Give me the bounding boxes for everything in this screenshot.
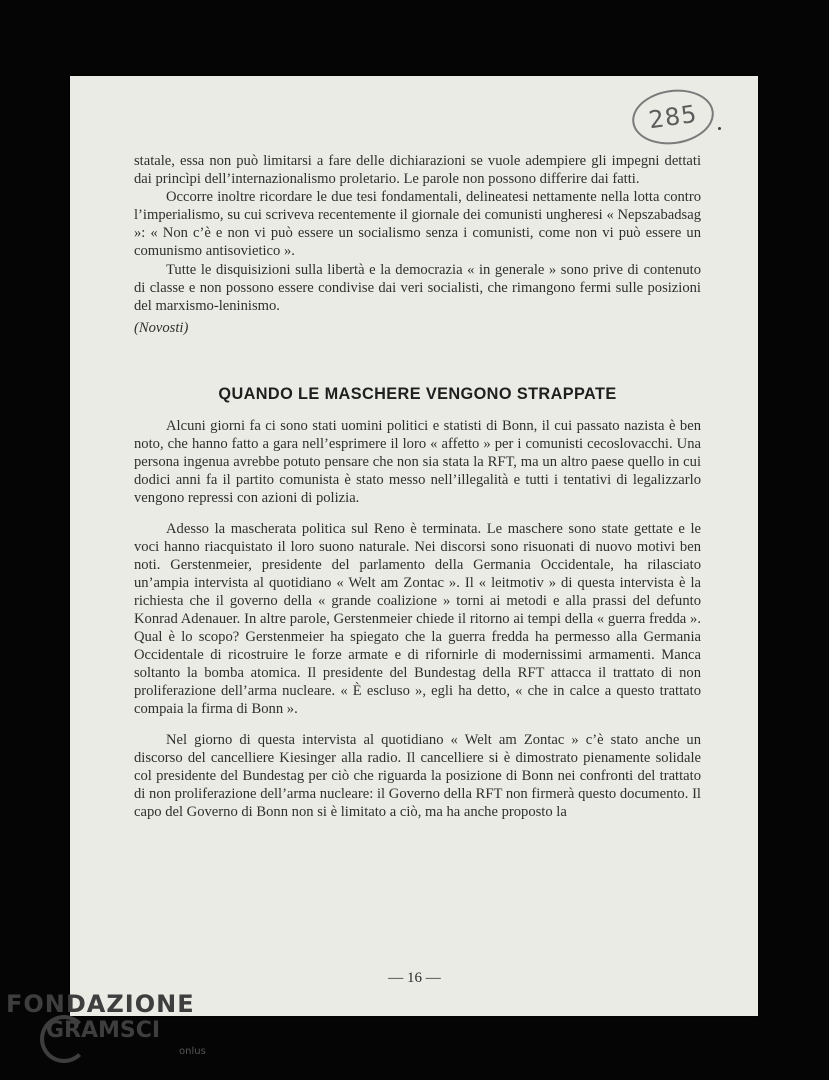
fondazione-gramsci-logo: [6, 990, 206, 1057]
logo-line-1: FONDAZIONE: [6, 990, 195, 1018]
paragraph: Adesso la mascherata politica sul Reno è terminata. Le maschere sono state gettate e le voci hanno riacquistato il loro suono naturale. Nei discorsi sono risuonati di nuovo motivi ben noti. Gerstenmeier, presidente del parlamento della Germania Occidentale, ha rilasciato un’ampia intervista al quotidiano « Welt am Zontac ». Il « leitmotiv » di questa intervista è la richiesta che il governo della « grande coalizione » torni ai metodi e alla prassi del defunto Konrad Adenauer. In altre parole, Gerstenmeier chiede il ritorno ai tempi della « guerra fredda ». Qual è lo scopo? Gerstenmeier ha spiegato che la guerra fredda ha permesso alla Germania Occidentale di ricostruire le forze armate e di rifornirle di modernissimi armamenti. Manca soltanto la bomba atomica. Il presidente del Bundestag della RFT attacca il trattato di non proliferazione dell’arma nucleare. « È escluso », egli ha detto, « che in calce a questo trattato compaia la firma di Bonn ».: [134, 520, 701, 718]
paragraph: Tutte le disquisizioni sulla libertà e la democrazia « in generale » sono prive di contenuto di classe e non possono essere condivise dai veri socialisti, che rimangono fermi sulle posizioni del marxismo-leninismo.: [134, 261, 701, 314]
logo-line-3: onlus: [179, 1046, 206, 1057]
document-text: [134, 152, 701, 821]
logo-line-2: GRAMSCI: [46, 1018, 161, 1043]
handwritten-archive-number: 285: [629, 85, 718, 150]
paragraph: Alcuni giorni fa ci sono stati uomini politici e statisti di Bonn, il cui passato nazista è ben noto, che hanno fatto a gara nell’esprimere il loro « affetto » per i comunisti cecoslovacchi. Una persona ingenua avrebbe potuto pensare che non sia stata la RFT, ma un altro paese quello in cui dodici anni fa il partito comunista è stato messo nell’illegalità e tutti i tentativi di legalizzarlo vengono repressi con azioni di polizia.: [134, 418, 701, 507]
paragraph: Nel giorno di questa intervista al quotidiano « Welt am Zontac » c’è stato anche un discorso del cancelliere Kiesinger alla radio. Il cancelliere si è dimostrato pienamente solidale col presidente del Bundestag per ciò che riguarda la posizione di Bonn nei confronti del trattato di non proliferazione dell’arma nucleare: il Governo della RFT non firmerà questo documento. Il capo del Governo di Bonn non si è limitato a ciò, ma ha anche proposto la: [134, 731, 701, 820]
source-note: (Novosti): [134, 319, 189, 336]
paragraph: Occorre inoltre ricordare le due tesi fondamentali, delineatesi nettamente nella lotta contro l’imperialismo, su cui scriveva recentemente il giornale dei comunisti ungheresi « Nepszabadsag »: « Non c’è e non vi può essere un socialismo senza i comunisti, come non vi può essere un comunismo antisovietico ».: [134, 189, 701, 260]
ink-dot: [718, 127, 721, 130]
page-number: — 16 —: [388, 970, 441, 986]
paragraph-continuation: statale, essa non può limitarsi a fare delle dichiarazioni se vuole adempiere gli impegni dettati dai princìpi dell’internazionalismo proletario. Le parole non possono differire dai fatti.: [134, 153, 701, 188]
article-heading: QUANDO LE MASCHERE VENGONO STRAPPATE: [218, 384, 617, 403]
